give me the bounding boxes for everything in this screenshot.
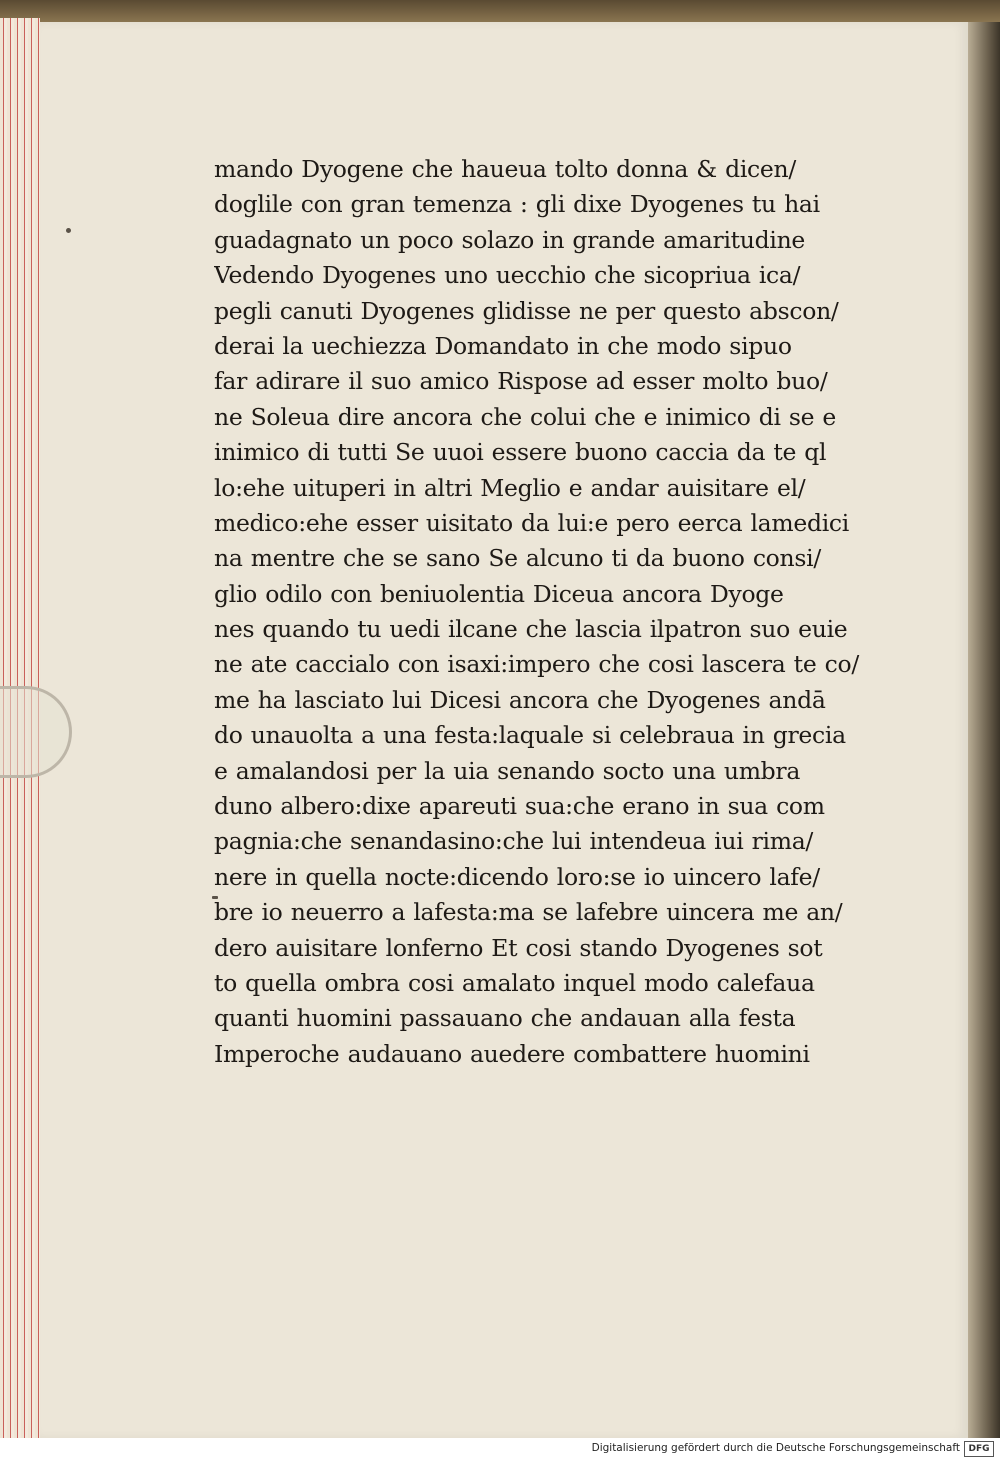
- text-line: nere in quella nocte:dicendo loro:se io uincero lafe/: [214, 862, 820, 891]
- text-line: to quella ombra cosi amalato inquel modo calefaua: [214, 968, 815, 997]
- text-line: derai la uechiezza Domandato in che modo sipuo: [214, 331, 792, 360]
- text-line: quanti huomini passauano che andauan alla festa: [214, 1004, 796, 1033]
- text-line: doglile con gran temenza : gli dixe Dyogenes tu hai: [214, 190, 820, 219]
- text-line: nes quando tu uedi ilcane che lascia ilpatron suo euie: [214, 615, 848, 644]
- text-line: medico:ehe esser uisitato da lui:e pero eerca lamedici: [214, 508, 850, 537]
- text-line: far adirare il suo amico Rispose ad esser molto buo/: [214, 367, 828, 396]
- text-line: dero auisitare lonferno Et cosi stando Dyogenes sot: [214, 933, 823, 962]
- text-line: pagnia:che senandasino:che lui intendeua iui rima/: [214, 827, 814, 856]
- dfg-logo: DFG: [964, 1441, 994, 1457]
- text-line: Imperoche audauano auedere combattere huomini: [214, 1039, 810, 1068]
- text-line: inimico di tutti Se uuoi essere buono caccia da te ql: [214, 438, 827, 467]
- text-line: e amalandosi per la uia senando socto una umbra: [214, 756, 801, 785]
- text-line: mando Dyogene che haueua tolto donna & dicen/: [214, 155, 796, 183]
- text-line: bre io neuerro a lafesta:ma se lafebre uincera me an/: [214, 898, 843, 927]
- text-line: Vedendo Dyogenes uno uecchio che sicopriua ica/: [214, 261, 801, 290]
- text-line: guadagnato un poco solazo in grande amaritudine: [214, 225, 806, 254]
- text-line: me ha lasciato lui Dicesi ancora che Dyogenes andā: [214, 685, 826, 714]
- text-line: ne Soleua dire ancora che colui che e inimico di se e: [214, 402, 837, 431]
- book-cover-top: [0, 0, 1000, 22]
- text-line: pegli canuti Dyogenes glidisse ne per questo abscon/: [214, 296, 839, 325]
- text-line: duno albero:dixe apareuti sua:che erano in sua com: [214, 792, 825, 821]
- text-line: ne ate caccialo con isaxi:impero che cosi lascera te co/: [214, 650, 859, 679]
- text-line: glio odilo con beniuolentia Diceua ancora Dyoge: [214, 579, 784, 608]
- ink-speck: [66, 228, 71, 233]
- text-line: do unauolta a una festa:laquale si celebraua in grecia: [214, 721, 846, 750]
- text-block: [214, 152, 864, 1072]
- page-edges-right: [968, 22, 1000, 1438]
- digitization-credit: Digitalisierung gefördert durch die Deutsche Forschungsgemeinschaft: [591, 1442, 960, 1454]
- text-line: na mentre che se sano Se alcuno ti da buono consi/: [214, 544, 821, 573]
- text-line: lo:ehe uituperi in altri Meglio e andar auisitare el/: [214, 473, 806, 502]
